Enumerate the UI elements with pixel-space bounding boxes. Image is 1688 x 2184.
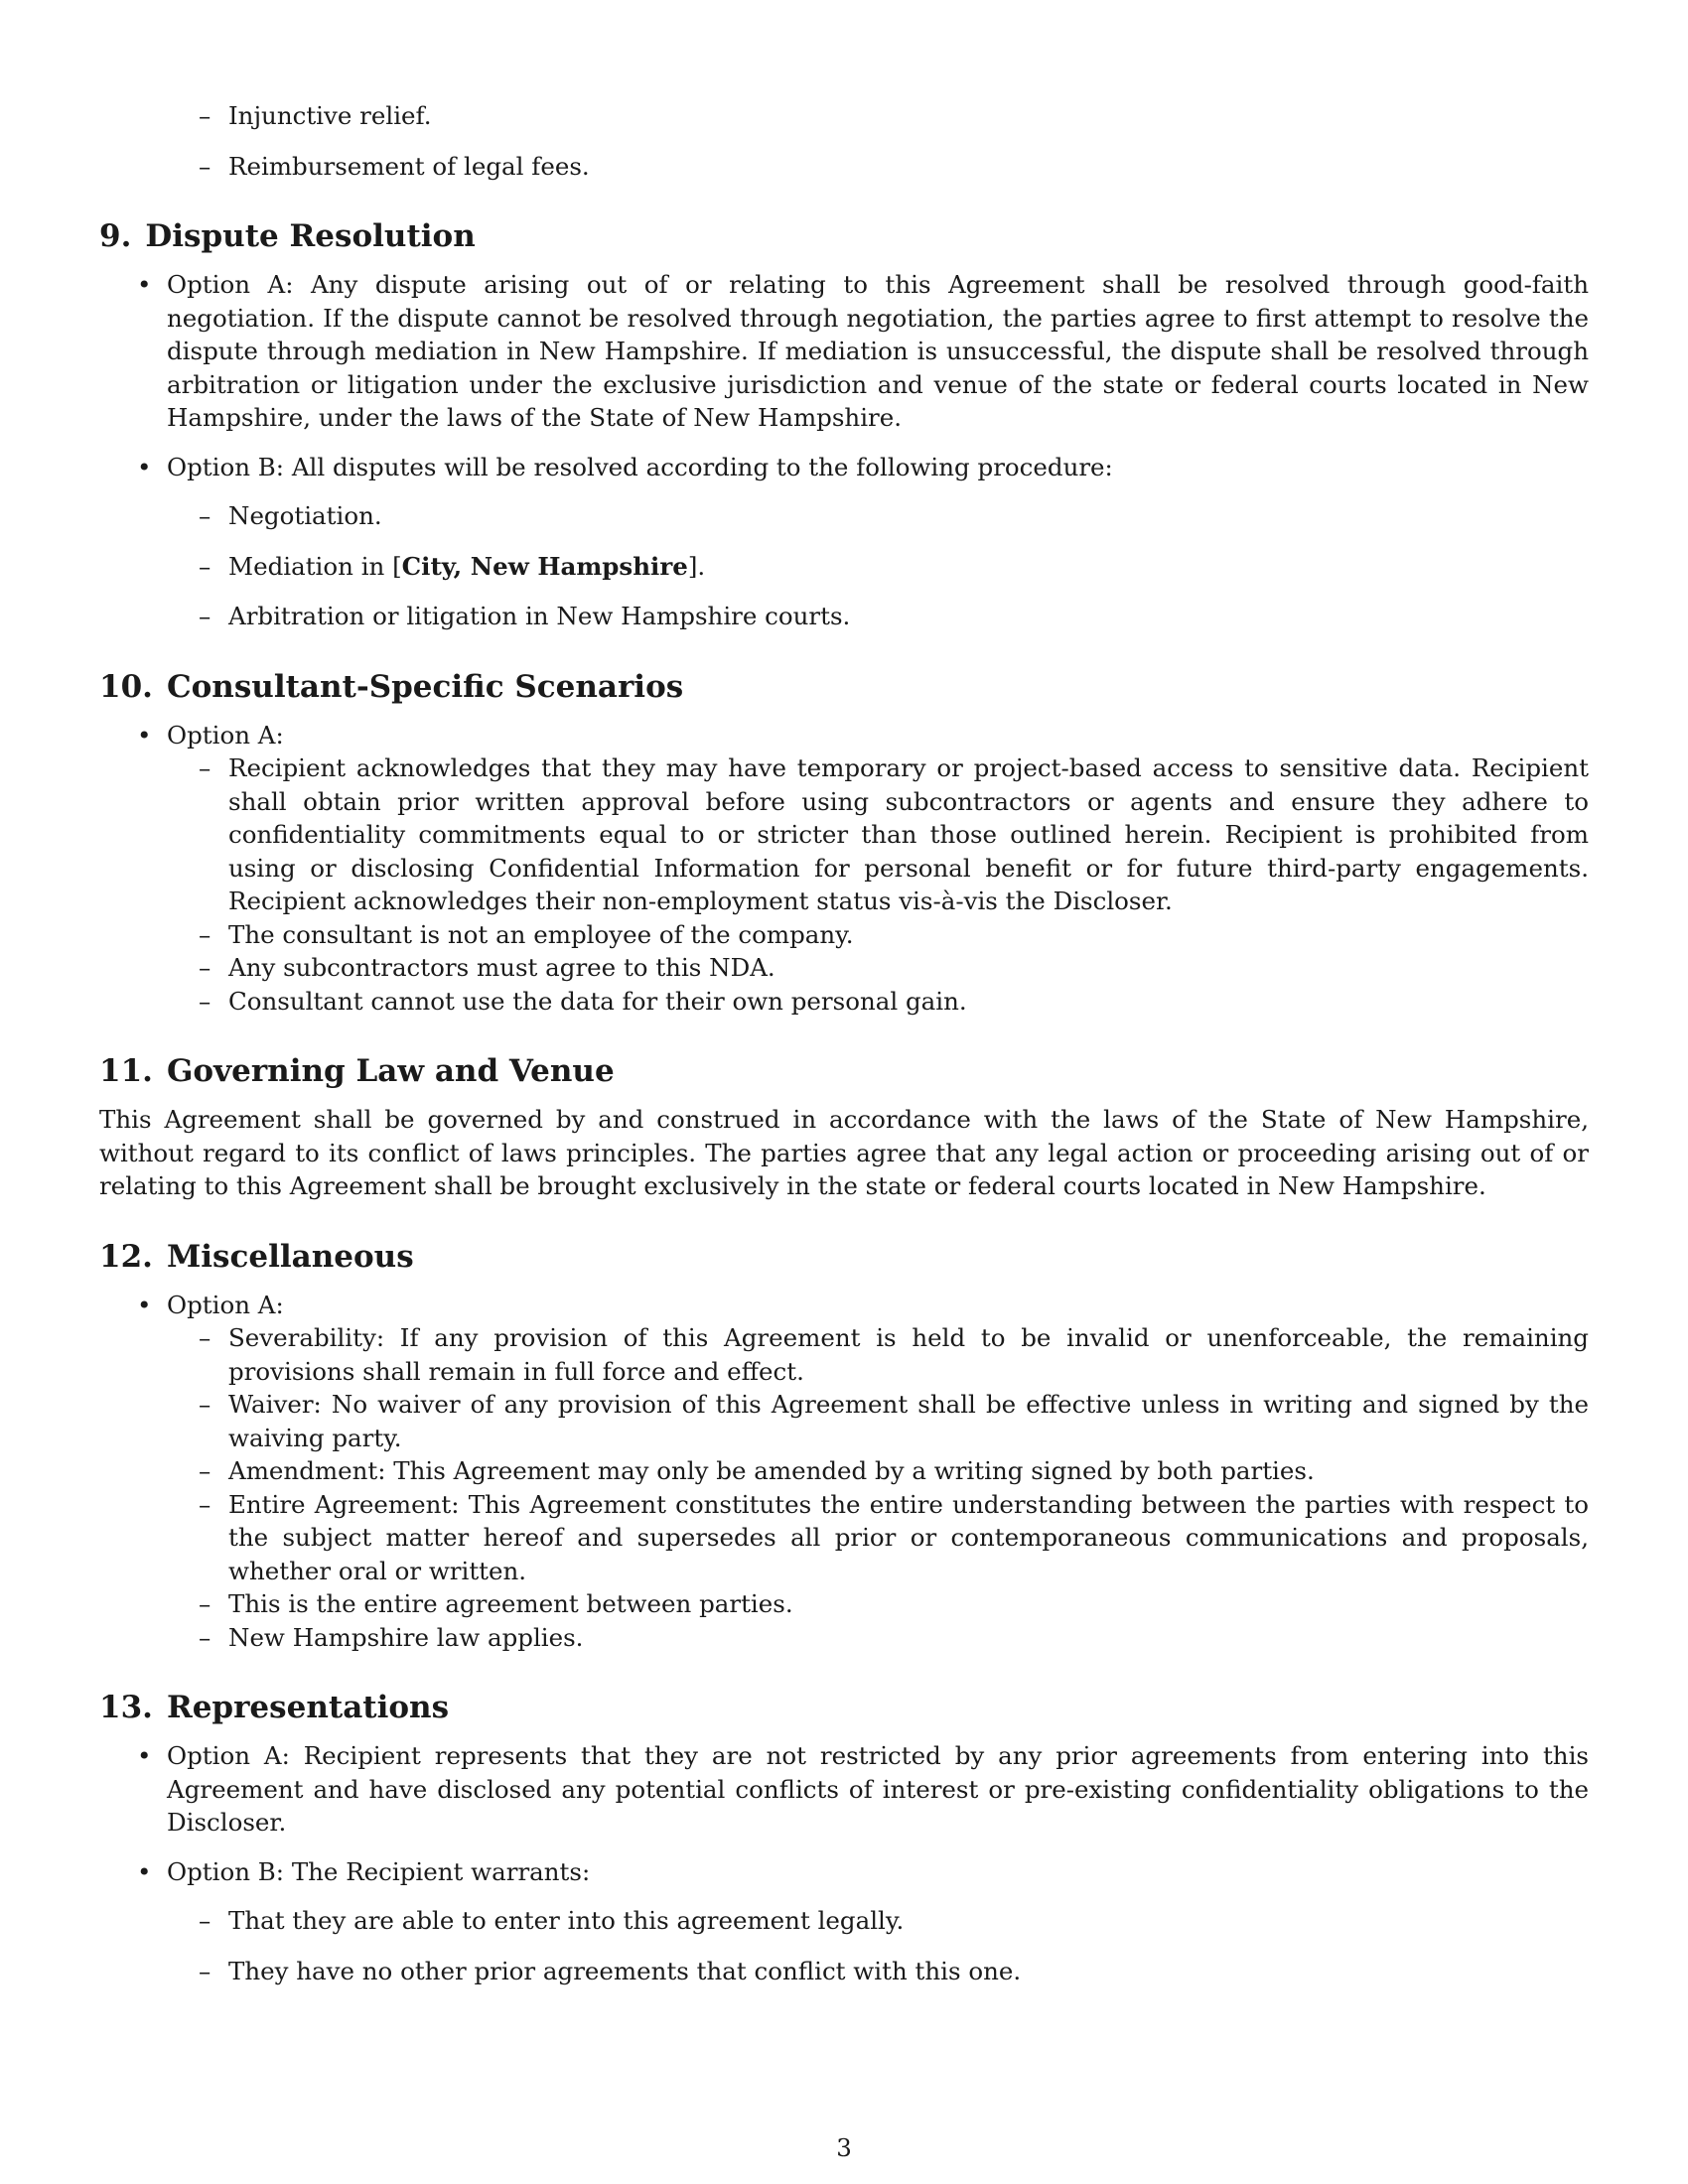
list-item-text: Negotiation. (228, 501, 382, 530)
bullet-text: Option B: All disputes will be resolved according to the following procedure: (167, 452, 1113, 481)
section-title: Governing Law and Venue (166, 1053, 615, 1089)
bullet-item (99, 451, 1589, 484)
dash-marker: – (199, 1456, 211, 1485)
list-item-text: This is the entire agreement between parties. (228, 1589, 793, 1618)
list-item (99, 550, 1589, 584)
section-paragraph: This Agreement shall be governed by and construed in accordance with the laws of the State of New Hampshire, without regard to its conflict of laws principles. The parties agree that any legal action or proceeding arising out of or relating to this Agreement shall be brought exclusively in the state or federal courts located in New Hampshire. (99, 1105, 1589, 1200)
section-heading (99, 1051, 1589, 1091)
list-item-text: The consultant is not an employee of the company. (228, 919, 854, 949)
bullet-text: Option A: Any dispute arising out of or relating to this Agreement shall be resolved through good-faith negotiation. If the dispute cannot be resolved through negotiation, the parties agree to first attempt to resolve the dispute through mediation in New Hampshire. If mediation is unsuccessful, the dispute shall be resolved through arbitration or litigation under the exclusive jurisdiction and venue of the state or federal courts located in New Hampshire, under the laws of the State of New Hampshire. (167, 270, 1589, 432)
list-item-text: Injunctive relief. (228, 101, 432, 130)
section-number: 12. (99, 1238, 153, 1275)
dash-marker: – (199, 1489, 211, 1519)
bullet-marker: • (137, 1741, 152, 1770)
bullet-marker: • (137, 1290, 152, 1319)
list-item (99, 1621, 1589, 1655)
dash-marker: – (199, 953, 211, 982)
list-item (99, 1321, 1589, 1388)
list-item-text: Severability: If any provision of this Agreement is held to be invalid or unenforceable, the remaining provisions shall remain in full force and effect. (228, 1323, 1589, 1386)
list-item (99, 951, 1589, 985)
dash-marker: – (199, 986, 211, 1016)
section-title: Representations (166, 1690, 450, 1725)
dash-marker: – (199, 1622, 211, 1652)
text-suffix: ]. (687, 551, 706, 581)
text-prefix: Mediation in [ (228, 551, 402, 581)
bullet-text: Option B: The Recipient warrants: (167, 1856, 591, 1886)
dash-marker: – (199, 602, 211, 630)
list-item (99, 1388, 1589, 1454)
list-item (99, 751, 1589, 918)
dash-marker: – (199, 1589, 211, 1618)
list-item (99, 1488, 1589, 1588)
list-item-text: Arbitration or litigation in New Hampshire courts. (228, 602, 851, 630)
section-heading (99, 1688, 1589, 1727)
bullet-text: Option A: (167, 1290, 284, 1319)
list-item-text: New Hampshire law applies. (228, 1622, 584, 1652)
bullet-item (99, 719, 1589, 752)
bullet-item (99, 1855, 1589, 1889)
list-item-text: Consultant cannot use the data for their own personal gain. (228, 986, 967, 1016)
bullet-item (99, 1289, 1589, 1322)
dash-marker: – (199, 551, 211, 581)
section-number: 10. (99, 668, 153, 705)
section-number: 11. (99, 1053, 153, 1089)
bullet-marker: • (137, 720, 152, 750)
list-item (99, 99, 1589, 133)
list-item (99, 1587, 1589, 1621)
dash-marker: – (199, 501, 211, 530)
list-item-text: Recipient acknowledges that they may have temporary or project-based access to sensitive data. Recipient shall obtain prior written approval before using subcontractors or agents and ensure they adhere to confidentiality commitments equal to or stricter than those outlined herein. Recipient is prohibited from using or disclosing Confidential Information for personal benefit or for future third-party engagements. Recipient acknowledges their non-employment status vis-à-vis the Discloser. (228, 753, 1589, 915)
list-item-text: That they are able to enter into this agreement legally. (228, 1906, 905, 1935)
list-item (99, 600, 1589, 633)
dash-marker: – (199, 1390, 211, 1419)
document-page (99, 99, 1589, 2004)
list-item-text: They have no other prior agreements that conflict with this one. (228, 1956, 1022, 1985)
section-number: 13. (99, 1690, 153, 1725)
list-item-text: Any subcontractors must agree to this NDA. (228, 953, 775, 982)
list-item (99, 1904, 1589, 1938)
list-item (99, 499, 1589, 533)
dash-marker: – (199, 1323, 211, 1352)
list-item (99, 918, 1589, 952)
bullet-text: Option A: Recipient represents that they are not restricted by any prior agreements from entering into this Agreement and have disclosed any potential conflicts of interest or pre-existing confidentiality obligations to the Discloser. (167, 1741, 1589, 1837)
list-item-text: Amendment: This Agreement may only be amended by a writing signed by both parties. (228, 1456, 1315, 1485)
bullet-text: Option A: (167, 720, 284, 750)
bullet-marker: • (137, 270, 152, 299)
list-item-text (228, 552, 705, 581)
dash-marker: – (199, 753, 211, 782)
dash-marker: – (199, 919, 211, 949)
placeholder-city: City, New Hampshire (401, 551, 688, 581)
page-number: 3 (836, 2133, 852, 2162)
list-item-text: Reimbursement of legal fees. (228, 151, 590, 181)
dash-marker: – (199, 101, 211, 130)
section-title: Consultant-Specific Scenarios (166, 668, 684, 705)
section-number: 9. (99, 218, 132, 254)
bullet-marker: • (137, 1856, 152, 1886)
section-heading (99, 216, 1589, 256)
list-item (99, 1454, 1589, 1488)
dash-marker: – (199, 1906, 211, 1935)
dash-marker: – (199, 1956, 211, 1985)
section-title: Miscellaneous (166, 1238, 414, 1275)
bullet-marker: • (137, 452, 152, 481)
bullet-item (99, 268, 1589, 435)
section-heading (99, 1237, 1589, 1277)
section-title: Dispute Resolution (145, 218, 476, 254)
list-item-text: Entire Agreement: This Agreement constitutes the entire understanding between the parties with respect to the subject matter hereof and supersedes all prior or contemporaneous communications and proposals, whether oral or written. (228, 1489, 1589, 1585)
dash-marker: – (199, 151, 211, 181)
list-item (99, 150, 1589, 184)
bullet-item (99, 1739, 1589, 1840)
list-item-text: Waiver: No waiver of any provision of this Agreement shall be effective unless in writing and signed by the waiving party. (228, 1390, 1589, 1452)
list-item (99, 1955, 1589, 1988)
section-heading (99, 667, 1589, 707)
list-item (99, 985, 1589, 1019)
